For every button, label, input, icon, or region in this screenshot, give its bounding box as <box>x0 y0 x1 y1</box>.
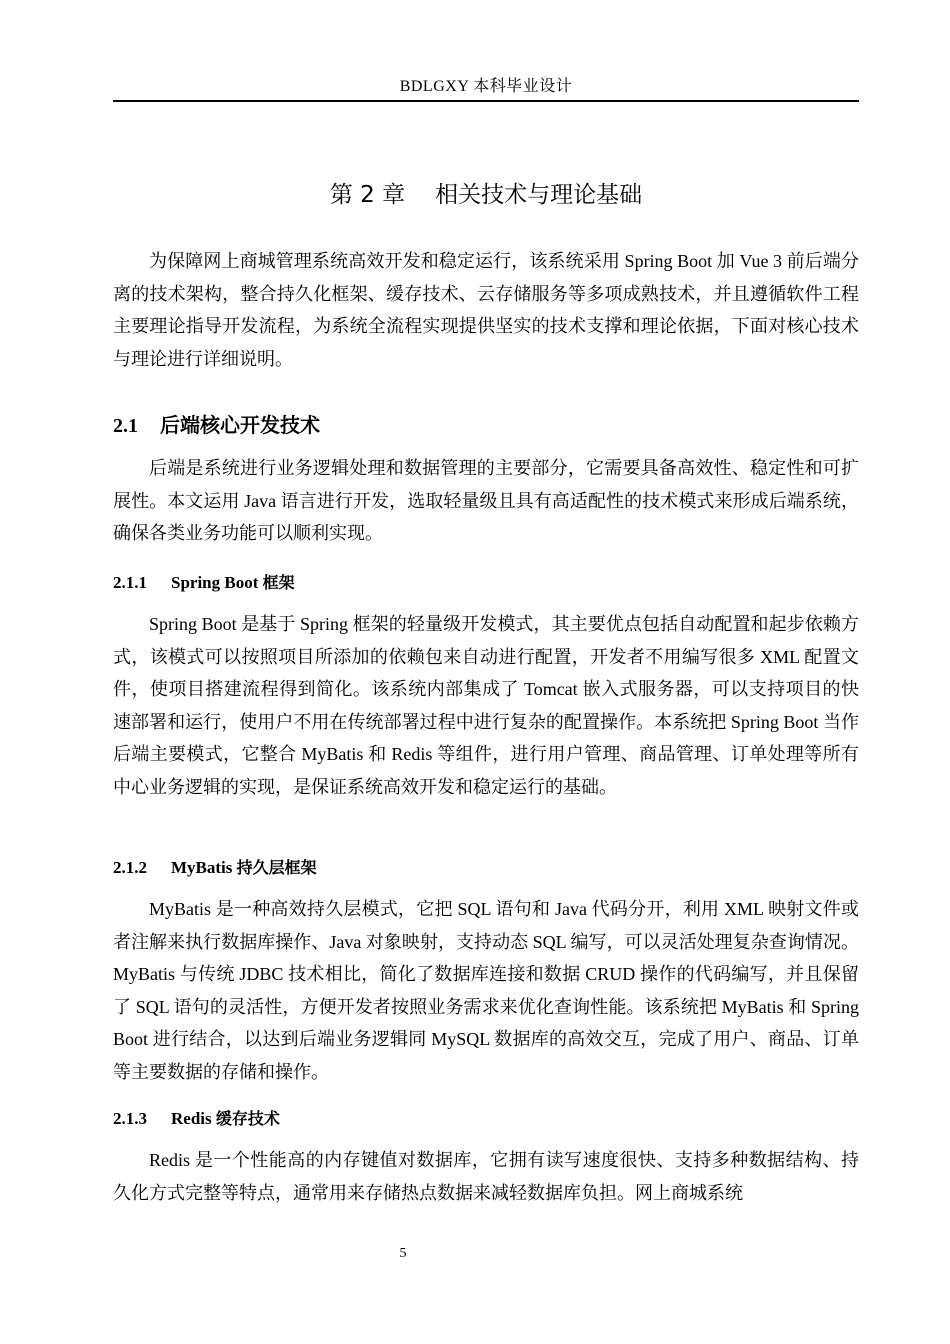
subsection-title-latin: Spring Boot <box>171 573 259 592</box>
subsection-heading-2-1-1 <box>113 570 859 596</box>
subsection-title-latin: MyBatis <box>171 858 233 877</box>
chapter-number: 第 2 章 <box>329 182 406 208</box>
subsection-number: 2.1.2 <box>113 858 147 877</box>
subsection-number: 2.1.3 <box>113 1109 147 1128</box>
page-number: 5 <box>399 1246 407 1261</box>
subsection-heading-2-1-2 <box>113 855 859 881</box>
chapter-name: 相关技术与理论基础 <box>435 182 643 208</box>
section-heading-2-1 <box>113 411 859 440</box>
section-2-1-2-paragraph: MyBatis 是一种高效持久层模式，它把 SQL 语句和 Java 代码分开，利用 XML 映射文件或者注解来执行数据库操作、Java 对象映射，支持动态 SQL 编写，可以灵活处理复杂查询情况。MyBatis 与传统 JDBC 技术相比，简化了数据库连接和数据 CRUD 操作的代码编写，并且保留了 SQL 语句的灵活性，方便开发者按照业务需求来优化查询性能。该系统把 MyBatis 和 Spring Boot 进行结合，以达到后端业务逻辑同 MySQL 数据库的高效交互，完成了用户、商品、订单等主要数据的存储和操作。 <box>113 899 859 1082</box>
section-title: 后端核心开发技术 <box>160 413 320 437</box>
header-rule <box>113 100 859 102</box>
subsection-title-cjk: 框架 <box>262 573 295 592</box>
intro-paragraph: 为保障网上商城管理系统高效开发和稳定运行，该系统采用 Spring Boot 加 Vue 3 前后端分离的技术架构，整合持久化框架、缓存技术、云存储服务等多项成熟技术，并且遵循软件工程主要理论指导开发流程，为系统全流程实现提供坚实的技术支撑和理论依据，下面对核心技术与理论进行详细说明。 <box>113 251 859 369</box>
subsection-heading-2-1-3 <box>113 1106 859 1132</box>
page-header: BDLGXY 本科毕业设计 <box>399 78 573 95</box>
section-2-1-1-paragraph: Spring Boot 是基于 Spring 框架的轻量级开发模式，其主要优点包括自动配置和起步依赖方式，该模式可以按照项目所添加的依赖包来自动进行配置，开发者不用编写很多 XML 配置文件，使项目搭建流程得到简化。该系统内部集成了 Tomcat 嵌入式服务器，可以支持项目的快速部署和运行，使用户不用在传统部署过程中进行复杂的配置操作。本系统把 Spring Boot 当作后端主要模式，它整合 MyBatis 和 Redis 等组件，进行用户管理、商品管理、订单处理等所有中心业务逻辑的实现，是保证系统高效开发和稳定运行的基础。 <box>113 614 859 797</box>
chapter-title <box>113 178 859 212</box>
section-2-1-paragraph: 后端是系统进行业务逻辑处理和数据管理的主要部分，它需要具备高效性、稳定性和可扩展性。本文运用 Java 语言进行开发，选取轻量级且具有高适配性的技术模式来形成后端系统，确保各类业务功能可以顺利实现。 <box>113 458 859 543</box>
section-number: 2.1 <box>113 415 138 437</box>
subsection-title-latin: Redis <box>171 1109 212 1128</box>
subsection-title-cjk: 持久层框架 <box>236 858 317 877</box>
subsection-number: 2.1.1 <box>113 573 147 592</box>
subsection-title-cjk: 缓存技术 <box>215 1109 280 1128</box>
section-2-1-3-paragraph: Redis 是一个性能高的内存键值对数据库，它拥有读写速度很快、支持多种数据结构、持久化方式完整等特点，通常用来存储热点数据来减轻数据库负担。网上商城系统 <box>113 1150 859 1203</box>
